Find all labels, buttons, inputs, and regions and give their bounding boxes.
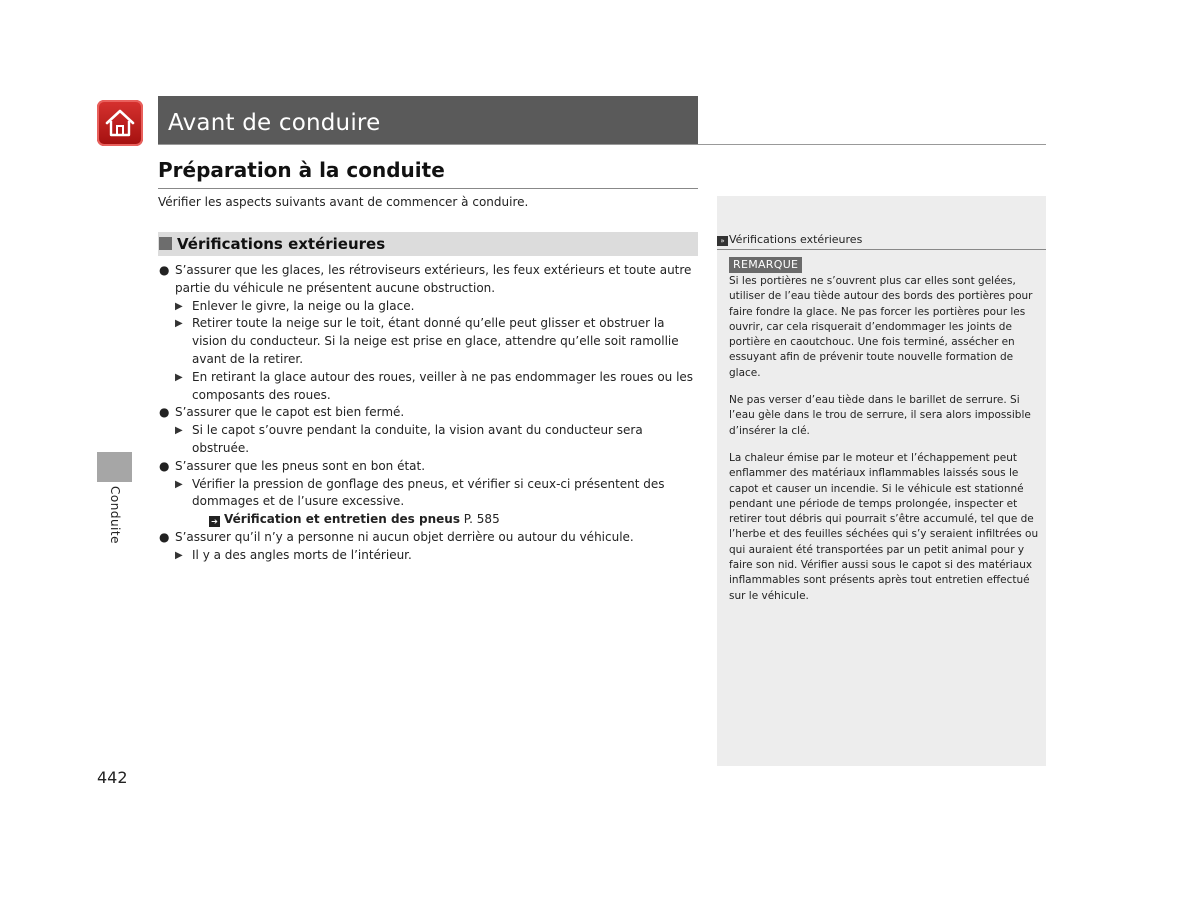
notes-text: [729, 274, 1039, 616]
list-subitem: ▶ Enlever le givre, la neige ou la glace.: [158, 298, 703, 316]
reference-arrow-icon: ➔: [209, 516, 220, 527]
notes-panel: [717, 196, 1046, 766]
list-subitem: ▶ Il y a des angles morts de l’intérieur.: [158, 547, 703, 565]
note-paragraph: Si les portières ne s’ouvrent plus car elles sont gelées, utiliser de l’eau tiède autour des bords des portières pour faire fondre la glace. Ne pas forcer les portières pour les ouvrir, car cela risquerait d’endommager les joints de portière en caoutchouc. Une fois terminé, assécher en essuyant afin de prévenir toute nouvelle formation de glace.: [729, 275, 1033, 379]
chapter-side-label: Conduite: [108, 486, 122, 544]
arrow-icon: ▶: [175, 300, 183, 312]
list-item: ● S’assurer que les glaces, les rétroviseurs extérieurs, les feux extérieurs et toute autre partie du véhicule ne présentent aucune obstruction.: [159, 263, 692, 295]
arrow-icon: ▶: [175, 478, 183, 490]
tire-reference-link[interactable]: [158, 511, 703, 529]
section-intro: Vérifier les aspects suivants avant de commencer à conduire.: [158, 195, 529, 209]
arrow-icon: ▶: [175, 549, 183, 561]
home-button[interactable]: [97, 100, 143, 146]
list-subitem: ▶ Si le capot s’ouvre pendant la conduite, la vision avant du conducteur sera obstruée.: [175, 423, 643, 455]
bullet-icon: ●: [159, 405, 170, 420]
note-paragraph: La chaleur émise par le moteur et l’échappement peut enflammer des matériaux inflammables laissés sous le capot et causer un incendie. Si le véhicule est stationné pendant une période de temps prolongée, inspecter et retirer tout débris qui pourrait s’être accumulé, tel que de l’herbe et des feuilles séchées qui s’y seraient infiltrées ou qui auraient été transportées par un petit animal pour y faire son nid. Vérifier aussi sous le capot si des matériaux inflammables sont présents après tout entretien effectué sur le véhicule.: [729, 451, 1039, 602]
bullet-icon: ●: [159, 529, 170, 544]
bullet-icon: ●: [159, 263, 170, 277]
arrow-icon: ▶: [175, 371, 183, 383]
square-bullet-icon: [159, 237, 172, 250]
notes-heading: » Vérifications extérieures: [717, 233, 1046, 250]
title-divider: [158, 144, 1046, 145]
list-item: ● S’assurer que le capot est bien fermé.: [158, 404, 703, 422]
reference-label: Vérification et entretien des pneus: [224, 512, 460, 527]
bullet-icon: ●: [159, 458, 170, 473]
chapter-title: Avant de conduire: [168, 110, 381, 136]
arrow-icon: ▶: [175, 425, 183, 437]
list-item: ● S’assurer qu’il n’y a personne ni aucun objet derrière ou autour du véhicule.: [158, 529, 703, 547]
double-arrow-icon: »: [717, 236, 728, 246]
section-title: Préparation à la conduite: [158, 158, 445, 182]
arrow-icon: ▶: [175, 318, 183, 330]
list-item: ● S’assurer que les pneus sont en bon état.: [158, 458, 703, 476]
subsection-title: Vérifications extérieures: [177, 235, 386, 253]
subsection-header: [158, 232, 698, 256]
reference-page: P. 585: [463, 512, 500, 527]
page-number: 442: [97, 768, 128, 787]
note-paragraph: Ne pas verser d’eau tiède dans le barillet de serrure. Si l’eau gèle dans le trou de serrure, il sera alors impossible d’insérer la clé.: [729, 394, 1031, 437]
list-subitem: ▶ Retirer toute la neige sur le toit, étant donné qu’elle peut glisser et obstruer la vision du conducteur. Si la neige est prise en glace, attendre qu’elle soit ramollie avant de la retirer.: [175, 316, 679, 366]
list-subitem: ▶ Vérifier la pression de gonflage des pneus, et vérifier si ceux-ci présentent des dommages et de l’usure excessive.: [175, 476, 665, 509]
section-divider: [158, 188, 698, 189]
chapter-side-tab[interactable]: [97, 452, 132, 482]
home-icon: [104, 108, 136, 138]
remark-badge: REMARQUE: [729, 257, 802, 273]
checks-list: [158, 262, 703, 565]
chapter-title-bar: [158, 96, 698, 144]
list-subitem: ▶ En retirant la glace autour des roues, veiller à ne pas endommager les roues ou les composants des roues.: [175, 369, 694, 402]
